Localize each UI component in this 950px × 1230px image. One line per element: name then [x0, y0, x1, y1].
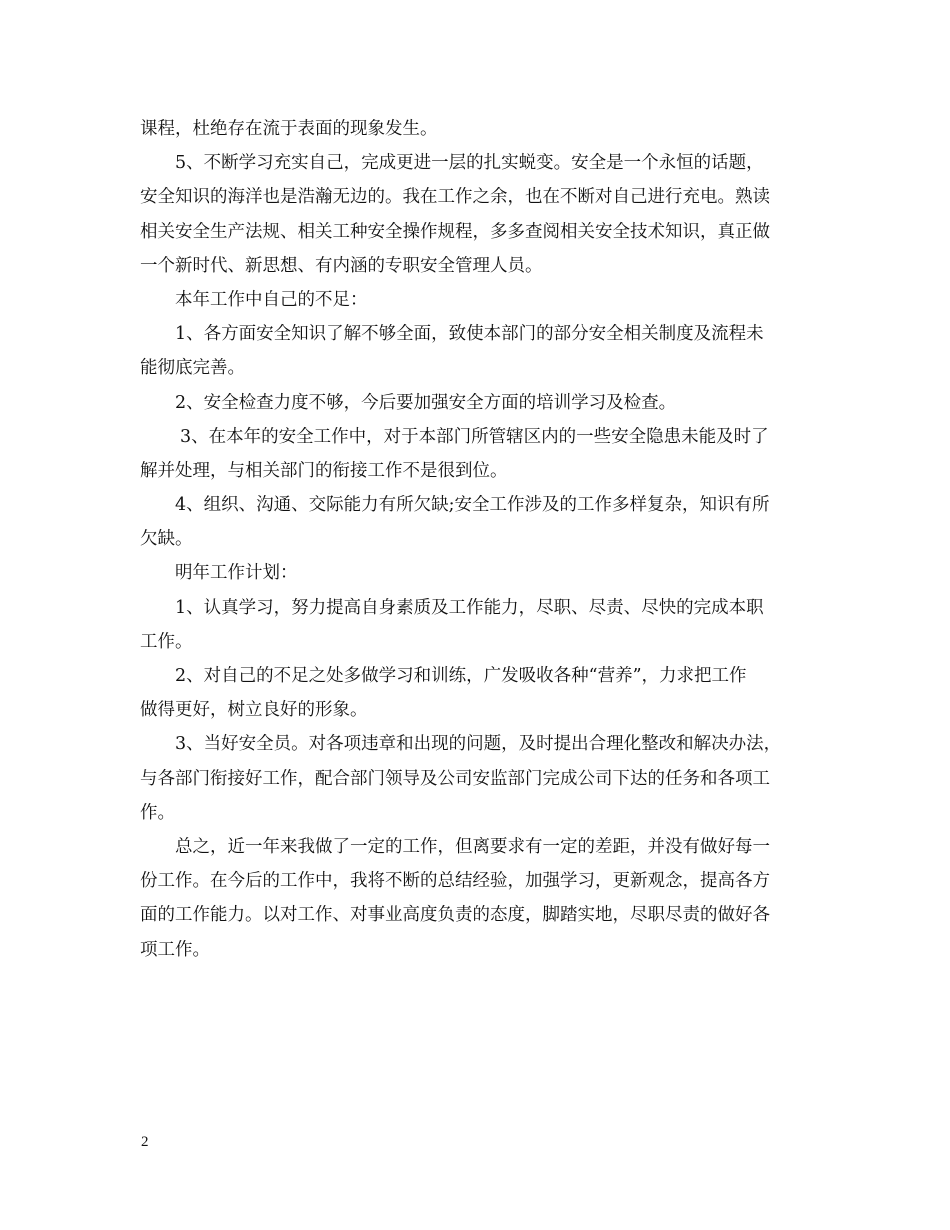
- text-line: 5、不断学习充实自己，完成更进一层的扎实蜕变。安全是一个永恒的话题，: [175, 153, 764, 174]
- text-line: 面的工作能力。以对工作、对事业高度负责的态度，脚踏实地，尽职尽责的做好各: [140, 905, 770, 926]
- text-line: 课程，杜绝存在流于表面的现象发生。: [140, 119, 438, 139]
- section-heading: 本年工作中自己的不足：: [175, 289, 368, 310]
- text-line: 总之，近一年来我做了一定的工作，但离要求有一定的差距，并没有做好每一: [175, 836, 770, 857]
- page-number: 2: [141, 1134, 149, 1150]
- text-line: 相关安全生产法规、相关工种安全操作规程，多多查阅相关安全技术知识，真正做: [140, 221, 770, 242]
- text-line: 工作。: [140, 631, 193, 652]
- text-line: 2、对自己的不足之处多做学习和训练，广发吸收各种“营养”，力求把工作: [175, 666, 747, 686]
- text-line: 4、组织、沟通、交际能力有所欠缺;安全工作涉及的工作多样复杂，知识有所: [175, 495, 770, 516]
- text-line: 与各部门衔接好工作，配合部门领导及公司安监部门完成公司下达的任务和各项工: [140, 768, 770, 789]
- text-line: 1、认真学习，努力提高自身素质及工作能力，尽职、尽责、尽快的完成本职: [175, 597, 764, 618]
- text-line: 做得更好，树立良好的形象。: [140, 700, 368, 721]
- section-heading: 明年工作计划：: [175, 563, 298, 584]
- text-line: 项工作。: [140, 939, 210, 960]
- text-line: 能彻底完善。: [140, 358, 245, 379]
- text-line: 份工作。在今后的工作中，我将不断的总结经验，加强学习，更新观念，提高各方: [140, 871, 770, 892]
- text-line: 3、当好安全员。对各项违章和出现的问题，及时提出合理化整改和解决办法，: [175, 734, 782, 755]
- text-line: 作。: [140, 802, 175, 823]
- text-line: 解并处理，与相关部门的衔接工作不是很到位。: [140, 460, 508, 481]
- text-line: 一个新时代、新思想、有内涵的专职安全管理人员。: [140, 255, 543, 276]
- text-line: 1、各方面安全知识了解不够全面，致使本部门的部分安全相关制度及流程未: [175, 324, 764, 345]
- text-line: 2、安全检查力度不够，今后要加强安全方面的培训学习及检查。: [175, 392, 677, 413]
- text-line: 3、在本年的安全工作中，对于本部门所管辖区内的一些安全隐患未能及时了: [180, 426, 769, 447]
- text-line: 欠缺。: [140, 529, 193, 550]
- text-line: 安全知识的海洋也是浩瀚无边的。我在工作之余，也在不断对自己进行充电。熟读: [140, 187, 770, 208]
- document-body: [140, 112, 812, 967]
